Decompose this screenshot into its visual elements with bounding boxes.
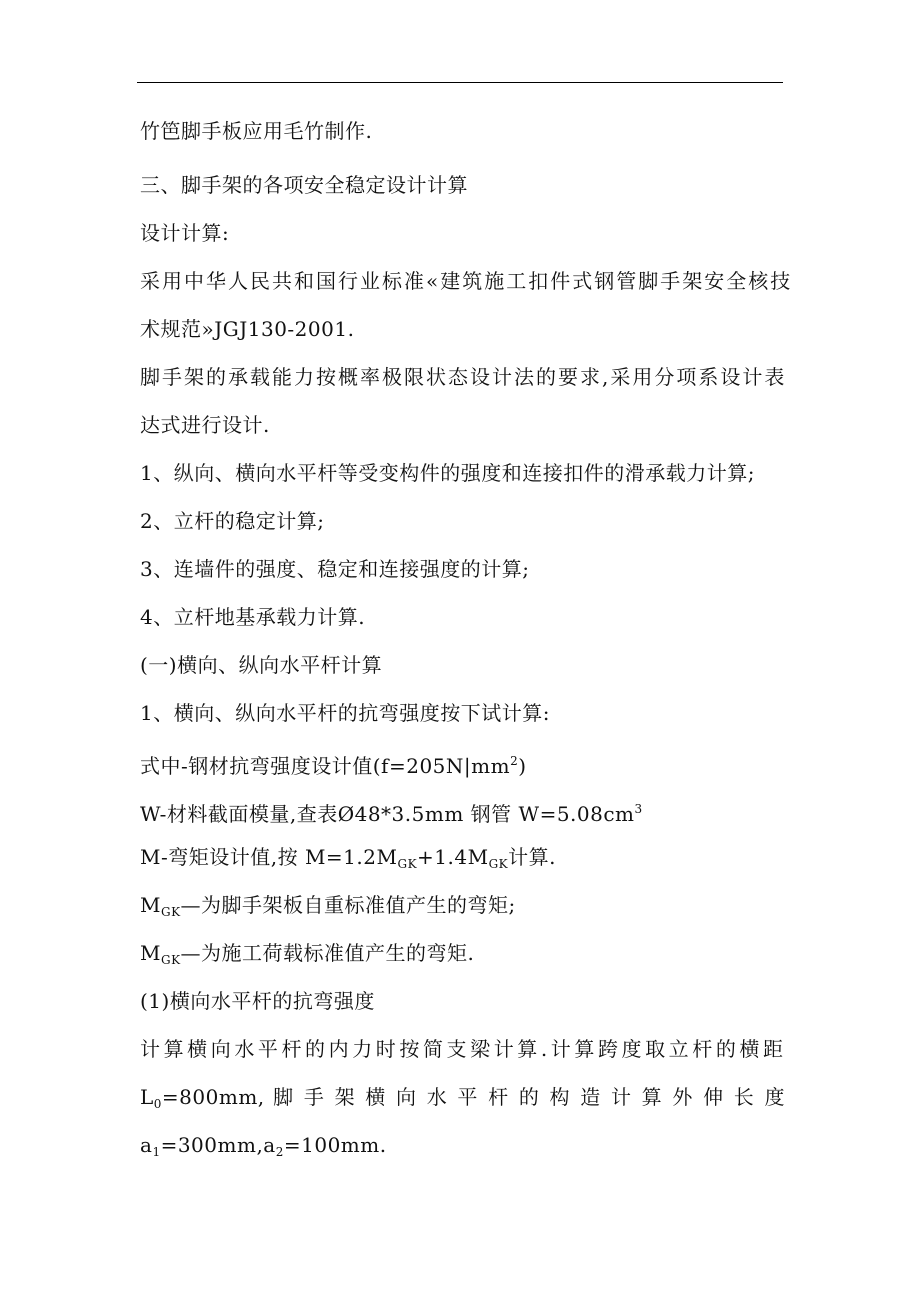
list-item: 1、纵向、横向水平杆等受变构件的强度和连接扣件的滑承载力计算; (140, 461, 755, 485)
formula-line (140, 748, 785, 779)
text-segment: M-弯矩设计值,按 M=1.2M (140, 845, 398, 869)
section-heading: 三、脚手架的各项安全稳定设计计算 (140, 173, 468, 197)
text-line: 设计计算: (140, 221, 230, 245)
subscript: 2 (275, 1145, 284, 1159)
text-segment: +1.4M (417, 845, 489, 869)
text-segment: a (140, 1133, 153, 1157)
text-segment: —为脚手架板自重标准值产生的弯矩; (180, 893, 516, 917)
text-segment: W-材料截面模量,查表Ø48*3.5mm 钢管 W=5.08cm (140, 802, 635, 826)
subscript: GK (160, 953, 181, 967)
text-segment: —为施工荷载标准值产生的弯矩. (180, 941, 475, 965)
subscript: GK (397, 857, 418, 871)
text-line: 竹笆脚手板应用毛竹制作. (140, 119, 373, 143)
text-segment: 计算. (508, 845, 557, 869)
formula-line (140, 940, 785, 973)
subscript: 1 (152, 1145, 161, 1159)
text-line: 1、横向、纵向水平杆的抗弯强度按下试计算: (140, 701, 550, 725)
text-segment: =300mm,a (160, 1133, 276, 1157)
subsection-heading: (1)横向水平杆的抗弯强度 (140, 989, 375, 1013)
superscript: 2 (510, 754, 519, 768)
text-line: 术规范»JGJ130-2001. (140, 317, 355, 341)
formula-line (140, 1132, 785, 1165)
list-item: 2、立杆的稳定计算; (140, 509, 325, 533)
text-line: 计算横向水平杆的内力时按简支梁计算.计算跨度取立杆的横距 (140, 1037, 785, 1061)
subscript: GK (488, 857, 509, 871)
subscript: 0 (153, 1097, 162, 1111)
subscript: GK (160, 905, 181, 919)
header-rule (137, 82, 783, 83)
text-segment: L (140, 1085, 154, 1109)
formula-line (140, 892, 785, 925)
formula-line (140, 796, 785, 827)
superscript: 3 (634, 802, 643, 816)
text-segment: 式中-钢材抗弯强度设计值(f=205N|mm (140, 754, 511, 778)
text-segment: =800mm, 脚 手 架 横 向 水 平 杆 的 构 造 计 算 外 伸 长 度 (161, 1085, 785, 1109)
text-line: 采用中华人民共和国行业标准«建筑施工扣件式钢管脚手架安全核技 (140, 269, 793, 293)
text-line: 达式进行设计. (140, 413, 270, 437)
list-item: 3、连墙件的强度、稳定和连接强度的计算; (140, 557, 530, 581)
text-segment: M (140, 941, 161, 965)
formula-line (140, 1084, 785, 1117)
subsection-heading: (一)横向、纵向水平杆计算 (140, 653, 383, 677)
list-item: 4、立杆地基承载力计算. (140, 605, 366, 629)
text-segment: M (140, 893, 161, 917)
text-segment: ) (518, 754, 527, 778)
formula-line (140, 844, 785, 877)
text-line: 脚手架的承载能力按概率极限状态设计法的要求,采用分项系设计表 (140, 365, 787, 389)
text-segment: =100mm. (283, 1133, 387, 1157)
